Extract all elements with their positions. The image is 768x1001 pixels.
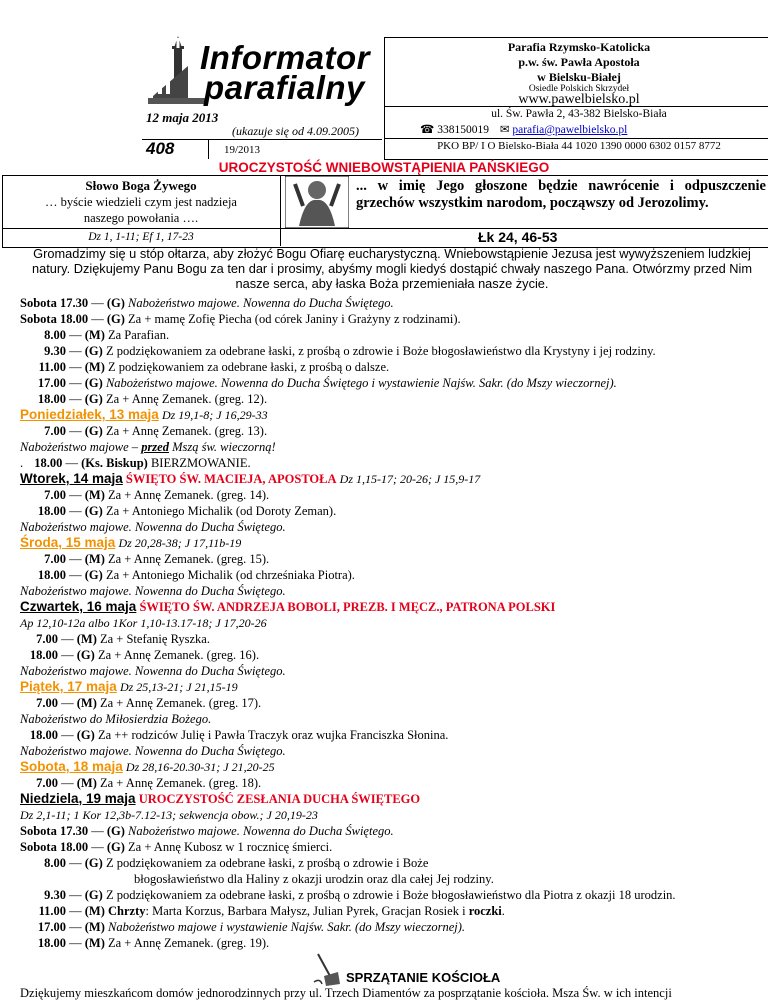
day-thursday: Czwartek, 16 maja ŚWIĘTO ŚW. ANDRZEJA BOBOLI, PREZB. I MĘCZ., PATRONA POLSKI	[20, 599, 556, 614]
cleaning-title: SPRZĄTANIE KOŚCIOŁA	[346, 970, 501, 985]
day-wednesday: Środa, 15 maja Dz 20,28-38; J 17,11b-19	[20, 535, 242, 550]
fri-note-1: Nabożeństwo do Miłosierdzia Bożego.	[20, 712, 212, 726]
sun2-mass-8: 8.00 — (G) Z podziękowaniem za odebrane łaski, z prośbą o zdrowie i Boże	[44, 856, 429, 870]
day-sunday: Niedziela, 19 maja UROCZYSTOŚĆ ZESŁANIA DUCHA ŚWIĘTEGO	[20, 791, 421, 806]
issue-vdivider	[208, 139, 209, 159]
email-icon: ✉	[499, 124, 510, 136]
issue-since: (ukazuje się od 4.09.2005)	[232, 124, 359, 138]
phone-icon: ☎	[420, 124, 435, 136]
sun2-vigil-1: Sobota 17.30 — (G) Nabożeństwo majowe. Nowenna do Ducha Świętego.	[20, 824, 394, 838]
gospel-quote: ... w imię Jego głoszone będzie nawrócenie i odpuszczenie grzechów wszystkim narodom, począwszy od Jerozolimy.	[356, 178, 766, 211]
feast-title: UROCZYSTOŚĆ WNIEBOWSTĄPIENIA PAŃSKIEGO	[218, 160, 550, 175]
wed-mass-1: 7.00 — (M) Za + Annę Zemanek. (greg. 15).	[44, 552, 270, 566]
fri-mass-1: 7.00 — (M) Za + Annę Zemanek. (greg. 17).	[36, 696, 262, 710]
sun-mass-5: 18.00 — (G) Za + Annę Zemanek. (greg. 12).	[37, 392, 268, 406]
word-title: Słowo Boga Żywego	[85, 178, 197, 193]
parish-website[interactable]: www.pawelbielsko.pl	[518, 92, 640, 107]
parish-bank: PKO BP/ I O Bielsko-Biała 44 1020 1390 0000 6302 0157 8772	[437, 140, 721, 152]
tue-note: Nabożeństwo majowe. Nowenna do Ducha Świętego.	[20, 520, 286, 534]
parish-name-2: p.w. św. Pawła Apostoła	[518, 55, 640, 69]
fri-mass-2: 18.00 — (G) Za ++ rodziców Julię i Pawła Traczyk oraz wujka Franciszka Słonina.	[29, 728, 449, 742]
thu-ref: Ap 12,10-12a albo 1Kor 1,10-13.17-18; J 17,20-26	[20, 616, 267, 630]
word-ref: Dz 1, 1-11; Ef 1, 17-23	[88, 231, 194, 243]
day-friday: Piątek, 17 maja Dz 25,13-21; J 21,15-19	[20, 679, 238, 694]
sat-mass-1: 7.00 — (M) Za + Annę Zemanek. (greg. 18).	[36, 776, 262, 790]
issue-code: 19/2013	[224, 144, 261, 156]
sun-mass-4: 17.00 — (G) Nabożeństwo majowe. Nowenna do Ducha Świętego i wystawienie Najśw. Sakr. (do Mszy wieczornej).	[37, 376, 617, 390]
thu-mass-2: 18.00 — (G) Za + Annę Zemanek. (greg. 16).	[29, 648, 260, 662]
fri-note-2: Nabożeństwo majowe. Nowenna do Ducha Świętego.	[20, 744, 286, 758]
sun2-mass-11: 11.00 — (M) Chrzty: Marta Korzus, Barbara Małysz, Julian Pyrek, Gracjan Rosiek i roczki.	[38, 904, 505, 918]
gospel-ref: Łk 24, 46-53	[478, 229, 558, 245]
parish-email[interactable]: parafia@pawelbielsko.pl	[512, 124, 628, 136]
logo-line-2: parafialny	[204, 69, 365, 106]
sun2-ref: Dz 2,1-11; 1 Kor 12,3b-7.12-13; sekwencja obow.; J 20,19-23	[20, 808, 318, 822]
mon-mass-1: 7.00 — (G) Za + Annę Zemanek. (greg. 13).	[44, 424, 268, 438]
day-monday: Poniedziałek, 13 maja Dz 19,1-8; J 16,29-33	[20, 407, 268, 422]
sun-mass-1: 8.00 — (M) Za Parafian.	[44, 328, 170, 342]
thu-note: Nabożeństwo majowe. Nowenna do Ducha Świętego.	[20, 664, 286, 678]
parish-address: ul. Św. Pawła 2, 43-382 Bielsko-Biała	[491, 108, 667, 120]
sun2-mass-8-cont: błogosławieństwo dla Haliny z okazji urodzin oraz dla całej Jej rodziny.	[134, 872, 494, 886]
tue-mass-2: 18.00 — (G) Za + Antoniego Michalik (od Doroty Zeman).	[37, 504, 337, 518]
sat-vigil-2: Sobota 18.00 — (G) Za + mamę Zofię Piecha (od córek Janiny i Grażyny z rodzinami).	[20, 312, 461, 326]
logo-block	[140, 38, 378, 106]
cleaning-text-1: Dziękujemy mieszkańcom domów jednorodzinnych przy ul. Trzech Diamentów za posprzątanie kościoła. Msza Św. w ich intencji	[20, 986, 672, 1000]
praying-hands-icon	[285, 176, 349, 228]
word-box-vdivider	[280, 175, 281, 246]
parish-name-3: w Bielsku-Białej	[537, 70, 621, 84]
sun2-mass-17: 17.00 — (M) Nabożeństwo majowe i wystawienie Najśw. Sakr. (do Mszy wieczornej).	[37, 920, 466, 934]
word-line-2: naszego powołania ….	[83, 211, 199, 225]
word-box-divider	[2, 228, 768, 229]
issue-date: 12 maja 2013	[146, 110, 219, 125]
parish-phone: 338150019	[437, 124, 489, 136]
wed-mass-2: 18.00 — (G) Za + Antoniego Michalik (od chrześniaka Piotra).	[37, 568, 355, 582]
sun2-vigil-2: Sobota 18.00 — (G) Za + Annę Kubosz w 1 rocznicę śmierci.	[20, 840, 333, 854]
mon-mass-2: . 18.00 — (Ks. Biskup) BIERZMOWANIE.	[20, 456, 251, 470]
church-logo-icon	[148, 36, 208, 106]
word-line-1: … byście wiedzieli czym jest nadzieja	[45, 195, 237, 209]
contact-line	[420, 122, 627, 136]
day-saturday: Sobota, 18 maja Dz 28,16-20.30-31; J 21,20-25	[20, 759, 275, 774]
day-tuesday: Wtorek, 14 maja ŚWIĘTO ŚW. MACIEJA, APOSTOŁA Dz 1,15-17; 20-26; J 15,9-17	[20, 471, 481, 486]
logo-line-1: Informator	[200, 39, 370, 76]
issue-number: 408	[146, 139, 175, 158]
intro-text: Gromadzimy się u stóp ołtarza, aby złożyć Bogu Ofiarę eucharystyczną. Wniebowstąpienie Jezusa jest wywyższeniem ludzkiej natury. Dziękujemy Panu Bogu za ten dar i prosimy, abyśmy mogli kiedyś dostąpić chwały naszego Pana. Otwórzmy przed Nim nasze serca, aby łaska Boża przemieniała nasze życie.	[31, 246, 752, 292]
sat-vigil-1: Sobota 17.30 — (G) Nabożeństwo majowe. Nowenna do Ducha Świętego.	[20, 296, 394, 310]
tue-mass-1: 7.00 — (M) Za + Annę Zemanek. (greg. 14).	[44, 488, 270, 502]
parish-name-4: Osiedle Polskich Skrzydeł	[528, 84, 630, 94]
wed-note: Nabożeństwo majowe. Nowenna do Ducha Świętego.	[20, 584, 286, 598]
parish-name-1: Parafia Rzymsko-Katolicka	[507, 40, 651, 54]
parish-box-divider-2	[384, 138, 768, 139]
issue-divider	[142, 139, 382, 140]
sun-mass-2: 9.30 — (G) Z podziękowaniem za odebrane łaski, z prośbą o zdrowie i Boże błogosławieństwo dla Krystyny i jej rodziny.	[44, 344, 656, 358]
mon-note: Nabożeństwo majowe – przed Mszą św. wieczorną!	[20, 440, 276, 454]
thu-mass-1: 7.00 — (M) Za + Stefanię Ryszka.	[36, 632, 210, 646]
sun2-mass-18: 18.00 — (M) Za + Annę Zemanek. (greg. 19).	[37, 936, 270, 950]
broom-icon	[312, 952, 342, 986]
sun-mass-3: 11.00 — (M) Z podziękowaniem za odebrane łaski, z prośbą o dalsze.	[38, 360, 390, 374]
sun2-mass-930: 9.30 — (G) Z podziękowaniem za odebrane łaski, z prośbą o zdrowie i Boże błogosławieństwo dla Piotra z okazji 18 urodzin.	[44, 888, 676, 902]
